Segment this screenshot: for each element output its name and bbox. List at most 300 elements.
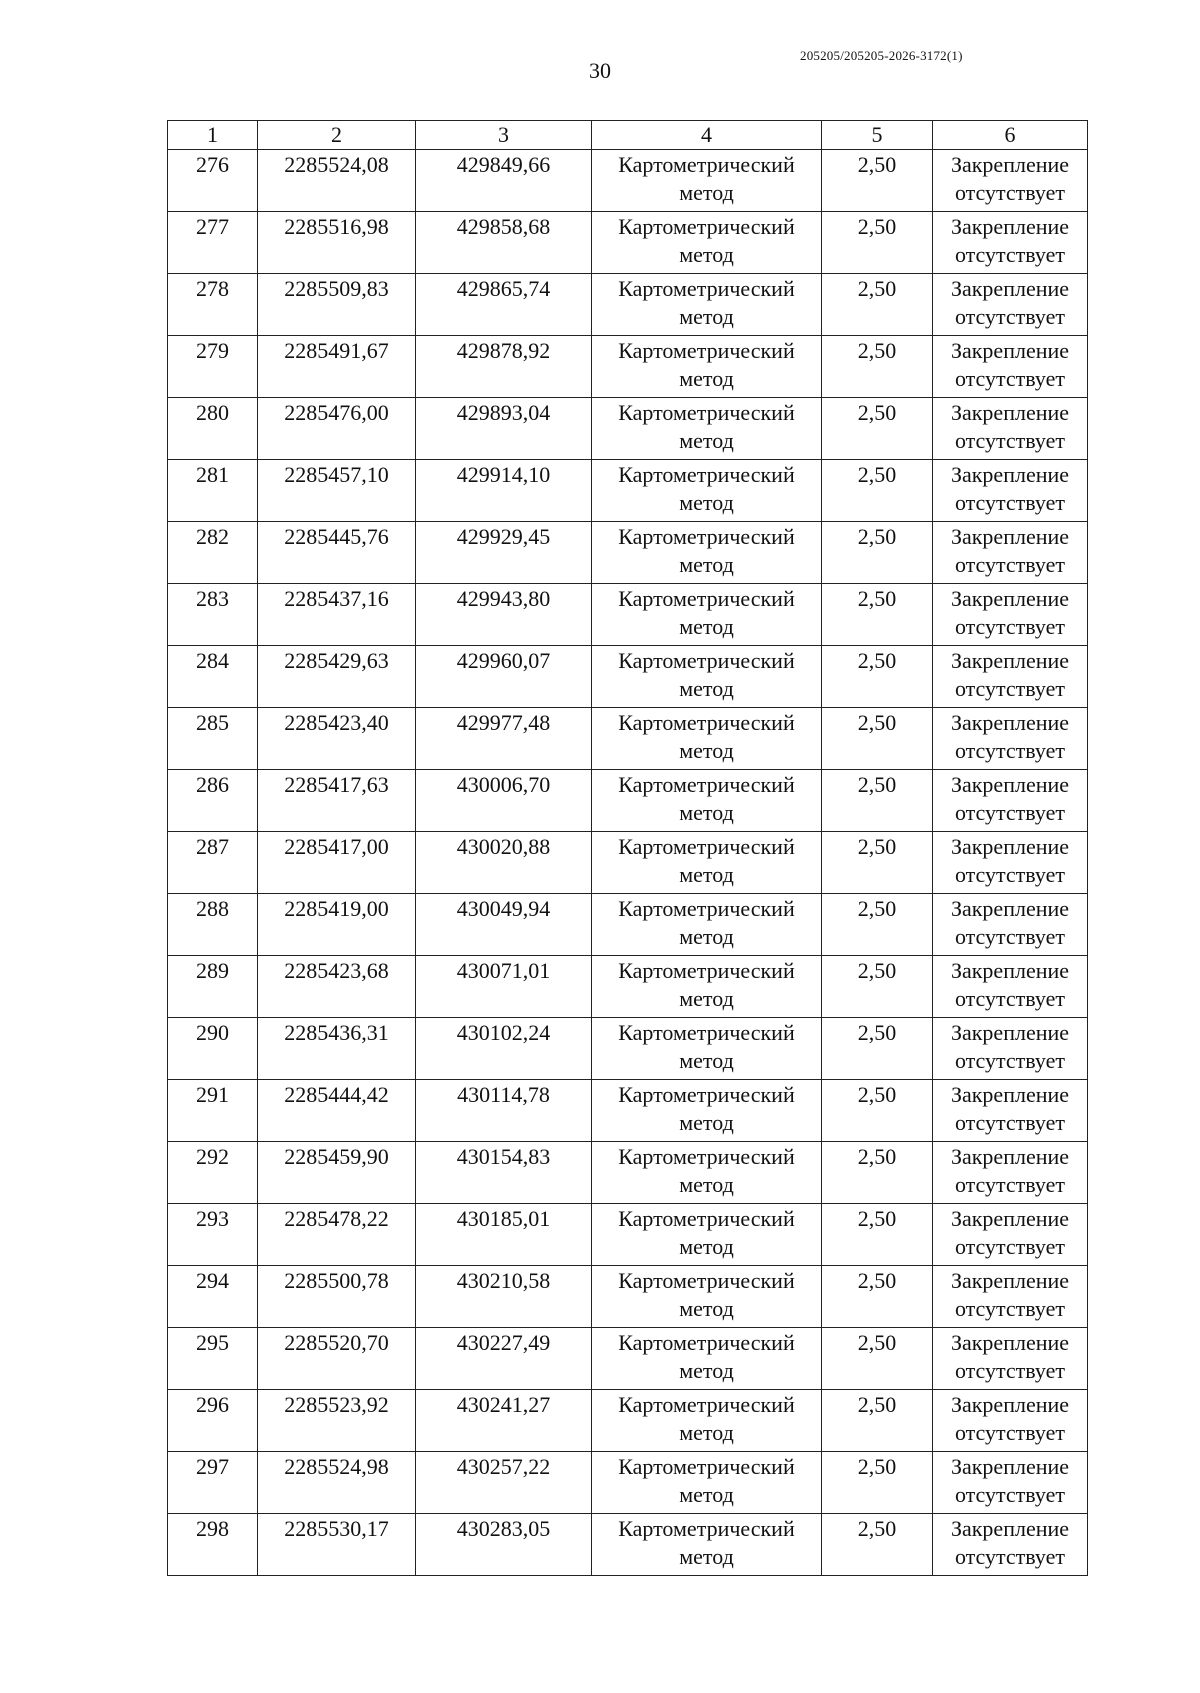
fixation-cell-text: отсутствует xyxy=(954,1172,1066,1197)
fixation-cell-text: Закрепление xyxy=(950,338,1070,363)
method-cell-text: метод xyxy=(679,1296,734,1321)
x-coordinate-cell xyxy=(258,1142,416,1204)
fixation-cell-text: отсутствует xyxy=(954,1234,1066,1259)
y-coordinate-cell-text: 430071,01 xyxy=(456,958,551,983)
method-cell xyxy=(592,832,822,894)
precision-cell-text: 2,50 xyxy=(857,958,897,983)
fixation-cell-text: Закрепление xyxy=(950,400,1070,425)
method-cell xyxy=(592,584,822,646)
fixation-cell xyxy=(933,212,1088,274)
y-coordinate-cell xyxy=(416,1452,592,1514)
method-cell-text: Картометрический xyxy=(618,1020,795,1045)
method-cell-text: Картометрический xyxy=(618,772,795,797)
point-number-cell xyxy=(168,1204,258,1266)
y-coordinate-cell xyxy=(416,1142,592,1204)
point-number-cell xyxy=(168,1080,258,1142)
precision-cell xyxy=(822,956,933,1018)
x-coordinate-cell xyxy=(258,1266,416,1328)
fixation-cell xyxy=(933,832,1088,894)
y-coordinate-cell xyxy=(416,708,592,770)
y-coordinate-cell xyxy=(416,1514,592,1576)
x-coordinate-cell xyxy=(258,212,416,274)
fixation-cell-text: Закрепление xyxy=(950,896,1070,921)
fixation-cell-text: отсутствует xyxy=(954,428,1066,453)
table-row xyxy=(168,1328,1088,1390)
point-number-cell-text: 283 xyxy=(196,586,229,611)
fixation-cell-text: отсутствует xyxy=(954,738,1066,763)
y-coordinate-cell-text: 429878,92 xyxy=(456,338,551,363)
point-number-cell-text: 281 xyxy=(196,462,229,487)
x-coordinate-cell xyxy=(258,150,416,212)
precision-cell-text: 2,50 xyxy=(857,772,897,797)
point-number-cell-text: 292 xyxy=(196,1144,229,1169)
x-coordinate-cell-text: 2285524,08 xyxy=(284,152,389,177)
method-cell-text: Картометрический xyxy=(618,276,795,301)
fixation-cell xyxy=(933,584,1088,646)
method-cell-text: метод xyxy=(679,1420,734,1445)
fixation-cell xyxy=(933,1390,1088,1452)
point-number-cell-text: 294 xyxy=(196,1268,229,1293)
y-coordinate-cell xyxy=(416,150,592,212)
x-coordinate-cell-text: 2285520,70 xyxy=(284,1330,389,1355)
y-coordinate-cell-text: 430154,83 xyxy=(456,1144,551,1169)
point-number-cell-text: 277 xyxy=(196,214,229,239)
precision-cell-text: 2,50 xyxy=(857,648,897,673)
document-reference: 205205/205205-2026-3172(1) xyxy=(800,48,963,63)
fixation-cell xyxy=(933,646,1088,708)
fixation-cell xyxy=(933,1514,1088,1576)
point-number-cell xyxy=(168,336,258,398)
method-cell-text: метод xyxy=(679,614,734,639)
x-coordinate-cell-text: 2285523,92 xyxy=(284,1392,389,1417)
x-coordinate-cell xyxy=(258,770,416,832)
precision-cell-text: 2,50 xyxy=(857,1454,897,1479)
method-cell xyxy=(592,522,822,584)
method-cell-text: Картометрический xyxy=(618,1330,795,1355)
table-row xyxy=(168,274,1088,336)
point-number-cell-text: 293 xyxy=(196,1206,229,1231)
y-coordinate-cell xyxy=(416,1018,592,1080)
method-cell-text: метод xyxy=(679,1234,734,1259)
method-cell-text: метод xyxy=(679,1358,734,1383)
method-cell xyxy=(592,1514,822,1576)
precision-cell xyxy=(822,336,933,398)
point-number-cell-text: 296 xyxy=(196,1392,229,1417)
point-number-cell-text: 278 xyxy=(196,276,229,301)
point-number-cell xyxy=(168,1018,258,1080)
precision-cell xyxy=(822,1266,933,1328)
method-cell xyxy=(592,274,822,336)
precision-cell-text: 2,50 xyxy=(857,1082,897,1107)
method-cell-text: метод xyxy=(679,366,734,391)
method-cell xyxy=(592,1080,822,1142)
precision-cell-text: 2,50 xyxy=(857,338,897,363)
fixation-cell-text: Закрепление xyxy=(950,1392,1070,1417)
x-coordinate-cell xyxy=(258,1452,416,1514)
table-row xyxy=(168,894,1088,956)
x-coordinate-cell-text: 2285524,98 xyxy=(284,1454,389,1479)
fixation-cell xyxy=(933,708,1088,770)
fixation-cell xyxy=(933,1204,1088,1266)
fixation-cell xyxy=(933,460,1088,522)
method-cell xyxy=(592,212,822,274)
x-coordinate-cell-text: 2285417,63 xyxy=(284,772,389,797)
fixation-cell-text: Закрепление xyxy=(950,1020,1070,1045)
point-number-cell xyxy=(168,956,258,1018)
y-coordinate-cell-text: 430241,27 xyxy=(456,1392,551,1417)
method-cell xyxy=(592,708,822,770)
precision-cell xyxy=(822,150,933,212)
fixation-cell xyxy=(933,1452,1088,1514)
x-coordinate-cell-text: 2285444,42 xyxy=(284,1082,389,1107)
x-coordinate-cell-text: 2285417,00 xyxy=(284,834,389,859)
y-coordinate-cell xyxy=(416,1328,592,1390)
point-number-cell xyxy=(168,460,258,522)
x-coordinate-cell-text: 2285516,98 xyxy=(284,214,389,239)
method-cell-text: метод xyxy=(679,1110,734,1135)
table-header-row xyxy=(168,121,1088,150)
x-coordinate-cell xyxy=(258,1514,416,1576)
y-coordinate-cell xyxy=(416,770,592,832)
fixation-cell-text: отсутствует xyxy=(954,1482,1066,1507)
x-coordinate-cell xyxy=(258,1204,416,1266)
x-coordinate-cell-text: 2285423,68 xyxy=(284,958,389,983)
precision-cell-text: 2,50 xyxy=(857,524,897,549)
point-number-cell xyxy=(168,708,258,770)
fixation-cell-text: Закрепление xyxy=(950,152,1070,177)
point-number-cell xyxy=(168,212,258,274)
fixation-cell xyxy=(933,1018,1088,1080)
y-coordinate-cell xyxy=(416,522,592,584)
x-coordinate-cell-text: 2285419,00 xyxy=(284,896,389,921)
method-cell-text: метод xyxy=(679,800,734,825)
table-row xyxy=(168,584,1088,646)
table-row xyxy=(168,212,1088,274)
fixation-cell-text: отсутствует xyxy=(954,304,1066,329)
method-cell-text: метод xyxy=(679,1048,734,1073)
point-number-cell xyxy=(168,522,258,584)
precision-cell xyxy=(822,1514,933,1576)
table-row xyxy=(168,1514,1088,1576)
x-coordinate-cell xyxy=(258,522,416,584)
method-cell-text: Картометрический xyxy=(618,462,795,487)
table-row xyxy=(168,956,1088,1018)
method-cell-text: метод xyxy=(679,304,734,329)
precision-cell-text: 2,50 xyxy=(857,214,897,239)
method-cell-text: метод xyxy=(679,1172,734,1197)
point-number-cell xyxy=(168,832,258,894)
point-number-cell-text: 280 xyxy=(196,400,229,425)
method-cell-text: метод xyxy=(679,1544,734,1569)
fixation-cell xyxy=(933,770,1088,832)
y-coordinate-cell-text: 430257,22 xyxy=(456,1454,551,1479)
method-cell-text: метод xyxy=(679,552,734,577)
precision-cell-text: 2,50 xyxy=(857,896,897,921)
x-coordinate-cell xyxy=(258,398,416,460)
point-number-cell-text: 276 xyxy=(196,152,229,177)
fixation-cell-text: Закрепление xyxy=(950,710,1070,735)
method-cell-text: метод xyxy=(679,428,734,453)
header-cell: 3 xyxy=(416,121,592,150)
fixation-cell-text: отсутствует xyxy=(954,1358,1066,1383)
point-number-cell xyxy=(168,646,258,708)
fixation-cell-text: отсутствует xyxy=(954,490,1066,515)
precision-cell xyxy=(822,646,933,708)
method-cell xyxy=(592,460,822,522)
method-cell-text: метод xyxy=(679,738,734,763)
y-coordinate-cell-text: 430185,01 xyxy=(456,1206,551,1231)
point-number-cell xyxy=(168,150,258,212)
x-coordinate-cell-text: 2285478,22 xyxy=(284,1206,389,1231)
fixation-cell-text: отсутствует xyxy=(954,1296,1066,1321)
point-number-cell-text: 282 xyxy=(196,524,229,549)
precision-cell xyxy=(822,1452,933,1514)
point-number-cell-text: 284 xyxy=(196,648,229,673)
method-cell-text: Картометрический xyxy=(618,896,795,921)
x-coordinate-cell-text: 2285459,90 xyxy=(284,1144,389,1169)
point-number-cell xyxy=(168,274,258,336)
fixation-cell-text: Закрепление xyxy=(950,1516,1070,1541)
y-coordinate-cell-text: 430283,05 xyxy=(456,1516,551,1541)
y-coordinate-cell xyxy=(416,212,592,274)
y-coordinate-cell-text: 430102,24 xyxy=(456,1020,551,1045)
fixation-cell-text: отсутствует xyxy=(954,1048,1066,1073)
x-coordinate-cell-text: 2285423,40 xyxy=(284,710,389,735)
method-cell-text: Картометрический xyxy=(618,1516,795,1541)
method-cell-text: Картометрический xyxy=(618,958,795,983)
fixation-cell-text: Закрепление xyxy=(950,524,1070,549)
y-coordinate-cell-text: 429893,04 xyxy=(456,400,551,425)
fixation-cell-text: Закрепление xyxy=(950,462,1070,487)
method-cell xyxy=(592,1328,822,1390)
method-cell-text: метод xyxy=(679,1482,734,1507)
y-coordinate-cell-text: 430114,78 xyxy=(457,1082,550,1107)
point-number-cell xyxy=(168,1328,258,1390)
table-row xyxy=(168,398,1088,460)
fixation-cell-text: Закрепление xyxy=(950,1330,1070,1355)
table-row xyxy=(168,1018,1088,1080)
y-coordinate-cell xyxy=(416,336,592,398)
method-cell-text: Картометрический xyxy=(618,710,795,735)
y-coordinate-cell-text: 429977,48 xyxy=(456,710,551,735)
fixation-cell-text: отсутствует xyxy=(954,986,1066,1011)
x-coordinate-cell xyxy=(258,1080,416,1142)
method-cell xyxy=(592,398,822,460)
precision-cell xyxy=(822,770,933,832)
method-cell-text: Картометрический xyxy=(618,648,795,673)
y-coordinate-cell xyxy=(416,274,592,336)
table-row xyxy=(168,150,1088,212)
precision-cell xyxy=(822,894,933,956)
header-cell: 2 xyxy=(258,121,416,150)
method-cell xyxy=(592,1390,822,1452)
x-coordinate-cell-text: 2285457,10 xyxy=(284,462,389,487)
method-cell-text: Картометрический xyxy=(618,338,795,363)
method-cell xyxy=(592,150,822,212)
method-cell-text: Картометрический xyxy=(618,1392,795,1417)
x-coordinate-cell xyxy=(258,584,416,646)
y-coordinate-cell-text: 430049,94 xyxy=(456,896,551,921)
precision-cell xyxy=(822,522,933,584)
precision-cell-text: 2,50 xyxy=(857,834,897,859)
point-number-cell xyxy=(168,894,258,956)
x-coordinate-cell-text: 2285500,78 xyxy=(284,1268,389,1293)
fixation-cell-text: отсутствует xyxy=(954,676,1066,701)
table-row xyxy=(168,1266,1088,1328)
y-coordinate-cell-text: 429858,68 xyxy=(456,214,551,239)
point-number-cell xyxy=(168,1266,258,1328)
page-number: 30 xyxy=(589,58,611,83)
method-cell xyxy=(592,956,822,1018)
method-cell-text: Картометрический xyxy=(618,1082,795,1107)
precision-cell-text: 2,50 xyxy=(857,1020,897,1045)
fixation-cell xyxy=(933,274,1088,336)
fixation-cell-text: отсутствует xyxy=(954,862,1066,887)
point-number-cell xyxy=(168,584,258,646)
table-row xyxy=(168,1142,1088,1204)
precision-cell xyxy=(822,584,933,646)
y-coordinate-cell-text: 430020,88 xyxy=(456,834,551,859)
x-coordinate-cell xyxy=(258,646,416,708)
y-coordinate-cell xyxy=(416,460,592,522)
method-cell-text: Картометрический xyxy=(618,214,795,239)
precision-cell-text: 2,50 xyxy=(857,462,897,487)
y-coordinate-cell-text: 430006,70 xyxy=(456,772,551,797)
table-row xyxy=(168,832,1088,894)
header-cell: 1 xyxy=(168,121,258,150)
header-cell: 4 xyxy=(592,121,822,150)
fixation-cell-text: Закрепление xyxy=(950,958,1070,983)
precision-cell xyxy=(822,708,933,770)
fixation-cell xyxy=(933,398,1088,460)
precision-cell-text: 2,50 xyxy=(857,586,897,611)
table-row xyxy=(168,1390,1088,1452)
fixation-cell-text: отсутствует xyxy=(954,180,1066,205)
y-coordinate-cell xyxy=(416,894,592,956)
x-coordinate-cell-text: 2285436,31 xyxy=(284,1020,389,1045)
fixation-cell-text: Закрепление xyxy=(950,276,1070,301)
precision-cell xyxy=(822,1328,933,1390)
fixation-cell-text: отсутствует xyxy=(954,1110,1066,1135)
point-number-cell-text: 289 xyxy=(196,958,229,983)
fixation-cell-text: отсутствует xyxy=(954,552,1066,577)
y-coordinate-cell xyxy=(416,1390,592,1452)
point-number-cell-text: 291 xyxy=(196,1082,229,1107)
precision-cell xyxy=(822,832,933,894)
y-coordinate-cell-text: 430210,58 xyxy=(456,1268,551,1293)
method-cell xyxy=(592,646,822,708)
fixation-cell xyxy=(933,894,1088,956)
x-coordinate-cell xyxy=(258,336,416,398)
y-coordinate-cell-text: 429929,45 xyxy=(456,524,551,549)
point-number-cell-text: 295 xyxy=(196,1330,229,1355)
y-coordinate-cell xyxy=(416,646,592,708)
fixation-cell-text: Закрепление xyxy=(950,1144,1070,1169)
method-cell-text: Картометрический xyxy=(618,1268,795,1293)
fixation-cell xyxy=(933,522,1088,584)
x-coordinate-cell-text: 2285491,67 xyxy=(284,338,389,363)
precision-cell-text: 2,50 xyxy=(857,152,897,177)
method-cell-text: метод xyxy=(679,676,734,701)
method-cell-text: Картометрический xyxy=(618,1144,795,1169)
y-coordinate-cell xyxy=(416,832,592,894)
method-cell xyxy=(592,1452,822,1514)
precision-cell xyxy=(822,1018,933,1080)
fixation-cell xyxy=(933,1142,1088,1204)
point-number-cell-text: 285 xyxy=(196,710,229,735)
method-cell xyxy=(592,1204,822,1266)
y-coordinate-cell-text: 429865,74 xyxy=(456,276,551,301)
point-number-cell xyxy=(168,1452,258,1514)
table-row xyxy=(168,708,1088,770)
method-cell-text: Картометрический xyxy=(618,1206,795,1231)
fixation-cell-text: отсутствует xyxy=(954,800,1066,825)
table-row xyxy=(168,522,1088,584)
point-number-cell-text: 297 xyxy=(196,1454,229,1479)
method-cell-text: Картометрический xyxy=(618,400,795,425)
fixation-cell xyxy=(933,1080,1088,1142)
method-cell xyxy=(592,894,822,956)
fixation-cell xyxy=(933,336,1088,398)
method-cell xyxy=(592,1018,822,1080)
method-cell-text: метод xyxy=(679,986,734,1011)
method-cell xyxy=(592,770,822,832)
fixation-cell-text: отсутствует xyxy=(954,1420,1066,1445)
y-coordinate-cell xyxy=(416,1204,592,1266)
method-cell-text: Картометрический xyxy=(618,834,795,859)
precision-cell-text: 2,50 xyxy=(857,1516,897,1541)
method-cell-text: Картометрический xyxy=(618,152,795,177)
y-coordinate-cell xyxy=(416,584,592,646)
point-number-cell-text: 288 xyxy=(196,896,229,921)
fixation-cell-text: Закрепление xyxy=(950,834,1070,859)
point-number-cell-text: 290 xyxy=(196,1020,229,1045)
table-row xyxy=(168,1204,1088,1266)
precision-cell-text: 2,50 xyxy=(857,1144,897,1169)
fixation-cell-text: Закрепление xyxy=(950,214,1070,239)
x-coordinate-cell-text: 2285437,16 xyxy=(284,586,389,611)
method-cell-text: Картометрический xyxy=(618,524,795,549)
x-coordinate-cell-text: 2285429,63 xyxy=(284,648,389,673)
x-coordinate-cell xyxy=(258,956,416,1018)
fixation-cell-text: Закрепление xyxy=(950,772,1070,797)
method-cell-text: метод xyxy=(679,490,734,515)
method-cell-text: Картометрический xyxy=(618,586,795,611)
fixation-cell xyxy=(933,150,1088,212)
x-coordinate-cell xyxy=(258,1390,416,1452)
fixation-cell-text: Закрепление xyxy=(950,1454,1070,1479)
precision-cell xyxy=(822,212,933,274)
y-coordinate-cell-text: 429960,07 xyxy=(456,648,551,673)
method-cell-text: метод xyxy=(679,180,734,205)
precision-cell xyxy=(822,398,933,460)
precision-cell-text: 2,50 xyxy=(857,1268,897,1293)
x-coordinate-cell xyxy=(258,894,416,956)
table-row xyxy=(168,1452,1088,1514)
fixation-cell-text: Закрепление xyxy=(950,1206,1070,1231)
precision-cell-text: 2,50 xyxy=(857,1206,897,1231)
table-row xyxy=(168,460,1088,522)
fixation-cell xyxy=(933,1266,1088,1328)
x-coordinate-cell-text: 2285509,83 xyxy=(284,276,389,301)
y-coordinate-cell-text: 429914,10 xyxy=(456,462,551,487)
method-cell xyxy=(592,336,822,398)
point-number-cell-text: 286 xyxy=(196,772,229,797)
precision-cell xyxy=(822,1390,933,1452)
x-coordinate-cell xyxy=(258,832,416,894)
method-cell-text: метод xyxy=(679,242,734,267)
header-cell: 6 xyxy=(933,121,1088,150)
